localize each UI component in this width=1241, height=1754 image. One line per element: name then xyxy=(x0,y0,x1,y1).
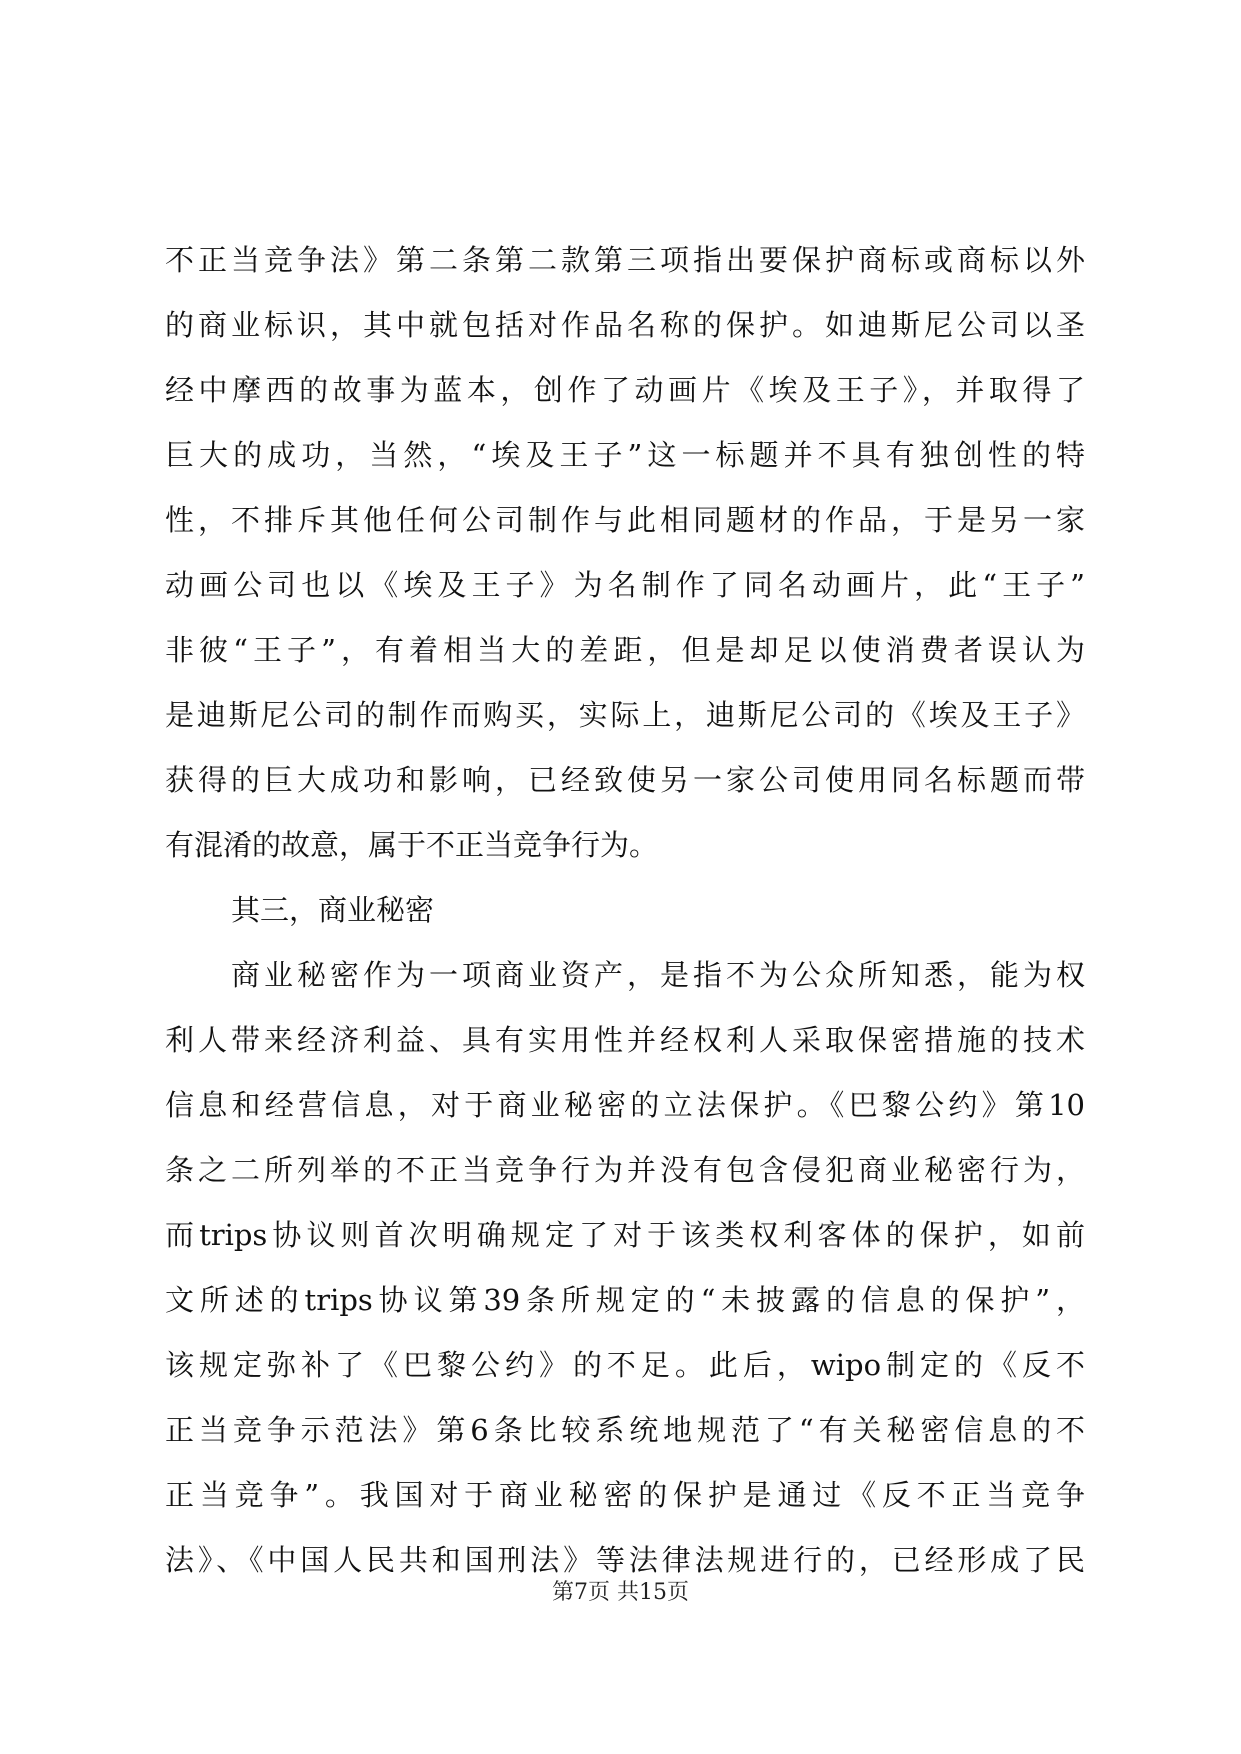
text-line: 非彼“王子”，有着相当大的差距，但是却足以使消费者误认为 xyxy=(165,633,1085,667)
text-line: 法》、《中国人民共和国刑法》等法律法规进行的，已经形成了民 xyxy=(165,1543,1085,1577)
text-line: 有混淆的故意，属于不正当竞争行为。 xyxy=(165,828,659,862)
text-line: 利人带来经济利益、具有实用性并经权利人采取保密措施的技术 xyxy=(165,1023,1085,1057)
text-line: 动画公司也以《埃及王子》为名制作了同名动画片，此“王子” xyxy=(165,568,1085,602)
text-line: 信息和经营信息，对于商业秘密的立法保护。《巴黎公约》第10 xyxy=(165,1088,1085,1122)
text-line: 巨大的成功，当然，“埃及王子”这一标题并不具有独创性的特 xyxy=(165,438,1085,472)
page-number-footer: 第7页 共15页 xyxy=(552,1580,689,1605)
text-line: 经中摩西的故事为蓝本，创作了动画片《埃及王子》，并取得了 xyxy=(165,373,1085,407)
text-line: 文所述的trips协议第39条所规定的“未披露的信息的保护”， xyxy=(165,1283,1085,1317)
text-line: 不正当竞争法》第二条第二款第三项指出要保护商标或商标以外 xyxy=(165,243,1085,277)
body-text xyxy=(165,228,1085,1593)
text-line: 正当竞争示范法》第6条比较系统地规范了“有关秘密信息的不 xyxy=(165,1413,1085,1447)
text-line: 该规定弥补了《巴黎公约》的不足。此后，wipo制定的《反不 xyxy=(165,1348,1085,1382)
text-line: 条之二所列举的不正当竞争行为并没有包含侵犯商业秘密行为， xyxy=(165,1153,1085,1187)
text-line: 是迪斯尼公司的制作而购买，实际上，迪斯尼公司的《埃及王子》 xyxy=(165,698,1085,732)
text-line: 的商业标识，其中就包括对作品名称的保护。如迪斯尼公司以圣 xyxy=(165,308,1085,342)
section-heading: 其三，商业秘密 xyxy=(231,893,435,927)
text-line: 正当竞争”。我国对于商业秘密的保护是通过《反不正当竞争 xyxy=(165,1478,1085,1512)
text-line: 而trips协议则首次明确规定了对于该类权利客体的保护，如前 xyxy=(165,1218,1085,1252)
text-line: 获得的巨大成功和影响，已经致使另一家公司使用同名标题而带 xyxy=(165,763,1085,797)
text-line: 商业秘密作为一项商业资产，是指不为公众所知悉，能为权 xyxy=(231,958,1085,992)
text-line: 性，不排斥其他任何公司制作与此相同题材的作品，于是另一家 xyxy=(165,503,1085,537)
